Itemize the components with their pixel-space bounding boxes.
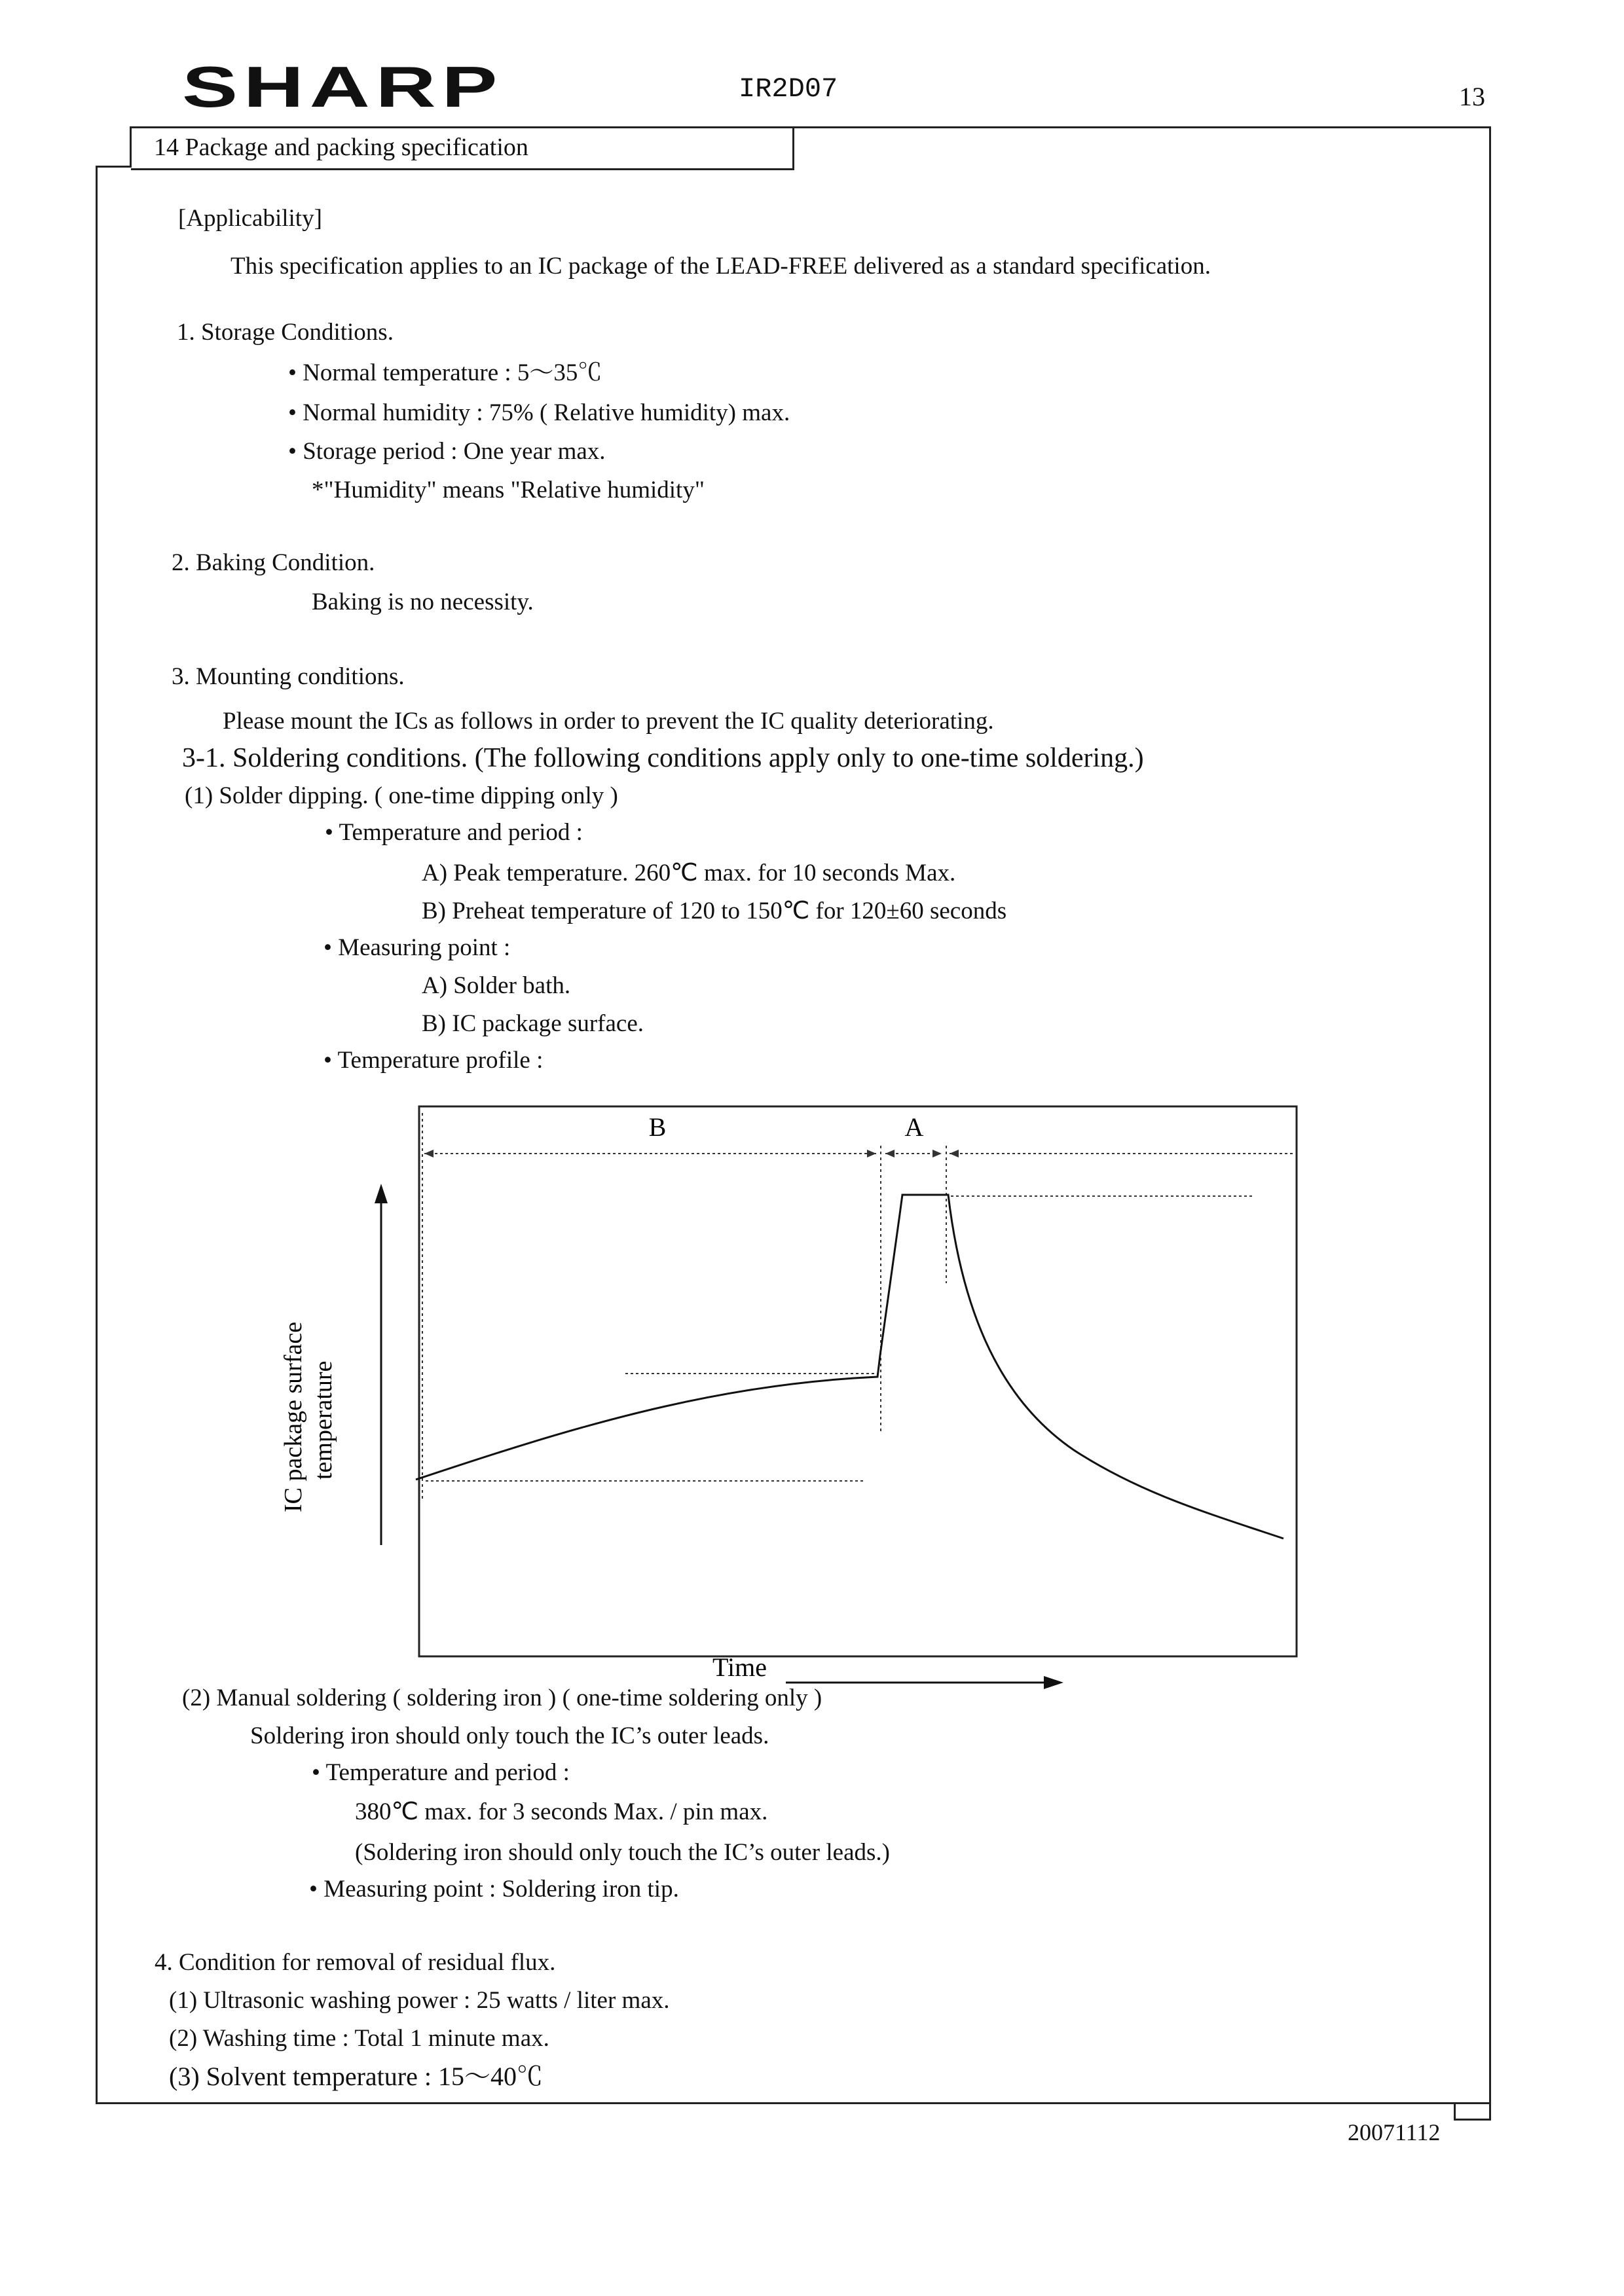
storage-item: • Storage period : One year max. — [288, 438, 606, 465]
soldering-heading: 3-1. Soldering conditions. (The following conditions apply only to one-time soldering.) — [182, 743, 1144, 773]
model-number: IR2D07 — [739, 73, 838, 105]
manual-note: Soldering iron should only touch the IC’s outer leads. — [250, 1722, 769, 1749]
phase-markers — [422, 1113, 946, 1499]
dipping-measure-b: B) IC package surface. — [422, 1010, 644, 1037]
arrowhead — [424, 1150, 434, 1157]
region-label-a: A — [904, 1112, 924, 1142]
storage-item: • Normal humidity : 75% ( Relative humidity) max. — [288, 399, 790, 426]
frame-bottom-line — [96, 2102, 1491, 2104]
y-axis-label-line2: temperature — [310, 1360, 337, 1480]
arrowhead — [932, 1150, 942, 1157]
arrowhead — [950, 1150, 959, 1157]
temperature-profile-chart — [249, 1093, 1310, 1722]
dipping-heading: (1) Solder dipping. ( one-time dipping only ) — [185, 782, 618, 809]
frame-right-line — [1489, 126, 1491, 2120]
dipping-temp-b: B) Preheat temperature of 120 to 150℃ for 120±60 seconds — [422, 898, 1007, 924]
arrowhead — [885, 1150, 895, 1157]
page-number: 13 — [1459, 82, 1485, 111]
flux-item: (3) Solvent temperature : 15〜40℃ — [169, 2062, 543, 2091]
x-axis-arrowhead — [1044, 1676, 1063, 1689]
region-label-b: B — [648, 1112, 667, 1142]
manual-temp-note: (Soldering iron should only touch the IC’s outer leads.) — [355, 1839, 890, 1866]
storage-item: • Normal temperature : 5〜35℃ — [288, 359, 602, 386]
manual-heading: (2) Manual soldering ( soldering iron ) ( one-time soldering only ) — [182, 1685, 822, 1711]
y-axis-label — [280, 1315, 337, 1512]
dipping-temp-label: • Temperature and period : — [325, 819, 583, 846]
manual-temp-label: • Temperature and period : — [312, 1759, 570, 1786]
arrowhead — [867, 1150, 876, 1157]
mounting-heading: 3. Mounting conditions. — [172, 663, 405, 690]
applicability-text: This specification applies to an IC package of the LEAD-FREE delivered as a standard specification. — [231, 253, 1211, 280]
y-axis-arrowhead — [375, 1184, 388, 1203]
section-title: 14 Package and packing specification — [154, 134, 528, 161]
dipping-measure-a: A) Solder bath. — [422, 972, 571, 999]
storage-note: *"Humidity" means "Relative humidity" — [312, 477, 705, 503]
frame-left-step — [96, 166, 132, 168]
applicability-heading: [Applicability] — [178, 205, 322, 232]
date-code: 20071112 — [1348, 2119, 1441, 2145]
x-axis-label: Time — [712, 1652, 767, 1682]
frame-bottom-step — [1454, 2102, 1456, 2121]
baking-text: Baking is no necessity. — [312, 589, 534, 615]
dipping-temp-a: A) Peak temperature. 260℃ max. for 10 seconds Max. — [422, 860, 956, 886]
y-axis-label-line1: IC package surface — [280, 1321, 307, 1512]
flux-heading: 4. Condition for removal of residual flux. — [155, 1949, 556, 1976]
reference-lines — [426, 1196, 1254, 1481]
flux-item: (1) Ultrasonic washing power : 25 watts / liter max. — [169, 1987, 670, 2014]
mounting-intro: Please mount the ICs as follows in order to prevent the IC quality deteriorating. — [223, 708, 994, 735]
dipping-profile-label: • Temperature profile : — [323, 1047, 544, 1074]
section-title-box — [131, 128, 794, 170]
temperature-curve — [416, 1195, 1283, 1539]
flux-item: (2) Washing time : Total 1 minute max. — [169, 2025, 549, 2052]
sharp-logo: SHARP — [182, 54, 504, 119]
chart-frame — [419, 1106, 1297, 1656]
frame-left-line — [96, 166, 98, 2102]
manual-temp-value: 380℃ max. for 3 seconds Max. / pin max. — [355, 1798, 768, 1825]
dipping-measuring-label: • Measuring point : — [323, 934, 511, 961]
frame-bottom-step-h — [1454, 2119, 1491, 2121]
storage-heading: 1. Storage Conditions. — [177, 319, 394, 346]
manual-measuring: • Measuring point : Soldering iron tip. — [309, 1876, 679, 1903]
baking-heading: 2. Baking Condition. — [172, 549, 375, 576]
